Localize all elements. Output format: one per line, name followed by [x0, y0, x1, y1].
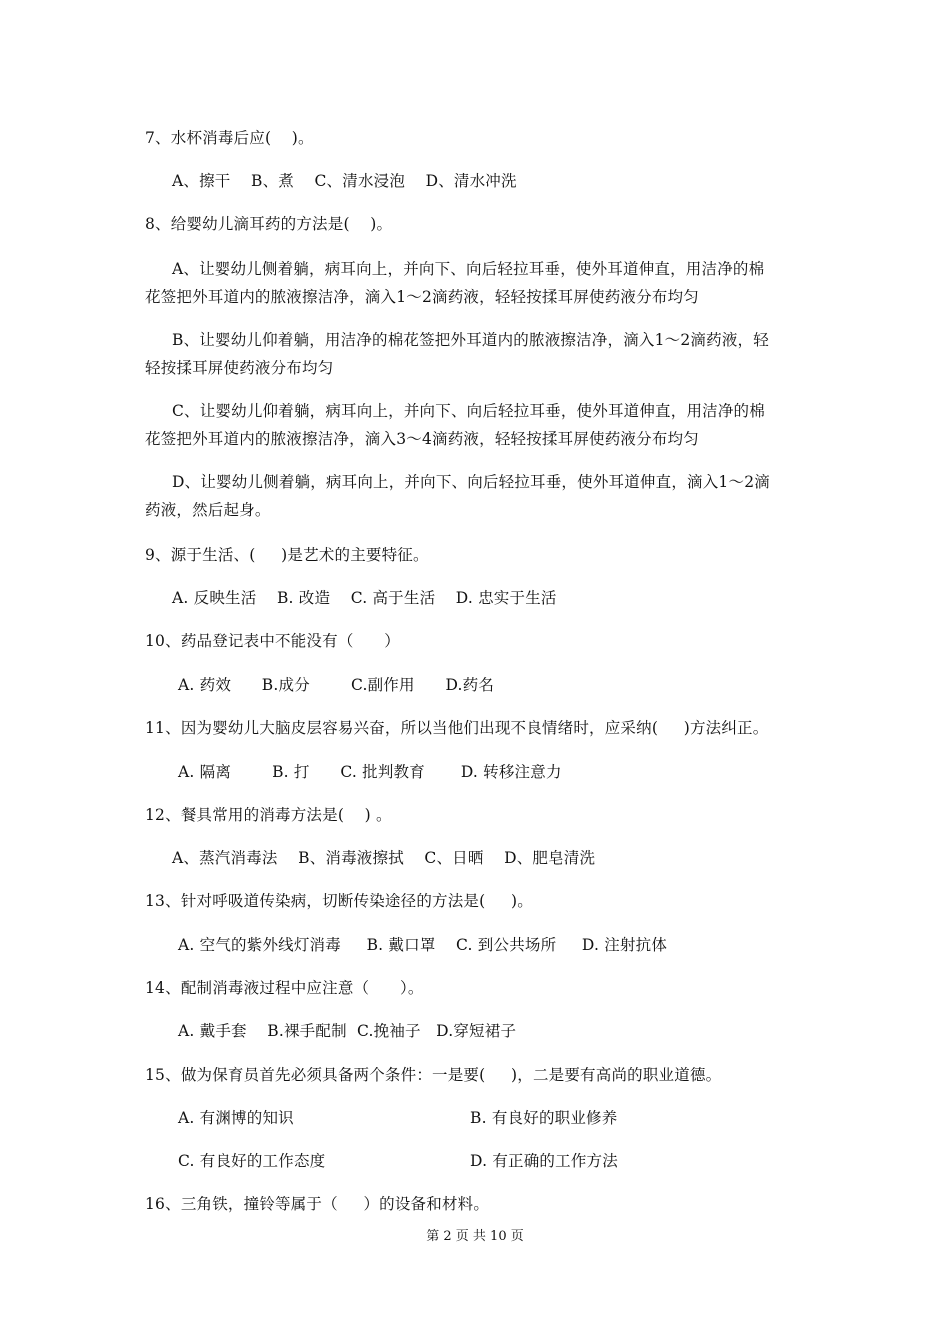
question-8-option-c-line2: 花签把外耳道内的脓液擦洁净，滴入3～4滴药液，轻轻按揉耳屏使药液分布均匀 [145, 430, 699, 448]
question-7-options: A、擦干 B、煮 C、清水浸泡 D、清水冲洗 [172, 172, 517, 190]
question-15-option-d: D. 有正确的工作方法 [470, 1152, 618, 1170]
question-12-stem: 12、餐具常用的消毒方法是( ) 。 [145, 806, 392, 824]
question-14-stem: 14、配制消毒液过程中应注意（ ）。 [145, 979, 424, 997]
question-8-option-b-line1: B、让婴幼儿仰着躺，用洁净的棉花签把外耳道内的脓液擦洁净，滴入1～2滴药液，轻 [172, 331, 769, 349]
question-16-stem: 16、三角铁，撞铃等属于（ ）的设备和材料。 [145, 1195, 490, 1213]
question-8-option-a-line1: A、让婴幼儿侧着躺，病耳向上，并向下、向后轻拉耳垂，使外耳道伸直，用洁净的棉 [172, 260, 765, 278]
question-14-options: A. 戴手套 B.裸手配制 C.挽袖子 D.穿短裙子 [178, 1022, 517, 1040]
question-8-option-d-line1: D、让婴幼儿侧着躺，病耳向上，并向下、向后轻拉耳垂，使外耳道伸直，滴入1～2滴 [172, 473, 770, 491]
page-footer: 第 2 页 共 10 页 [426, 1229, 524, 1244]
question-8-option-d-line2: 药液，然后起身。 [145, 501, 271, 519]
question-8-option-a-line2: 花签把外耳道内的脓液擦洁净，滴入1～2滴药液，轻轻按揉耳屏使药液分布均匀 [145, 288, 699, 306]
question-13-options: A. 空气的紫外线灯消毒 B. 戴口罩 C. 到公共场所 D. 注射抗体 [178, 936, 668, 954]
question-15-option-c: C. 有良好的工作态度 [178, 1152, 326, 1170]
question-11-options: A. 隔离 B. 打 C. 批判教育 D. 转移注意力 [178, 763, 562, 781]
question-10-options: A. 药效 B.成分 C.副作用 D.药名 [178, 676, 495, 694]
question-8-option-b-line2: 轻按揉耳屏使药液分布均匀 [145, 359, 334, 377]
question-8-stem: 8、给婴幼儿滴耳药的方法是( )。 [145, 215, 393, 233]
question-7-stem: 7、水杯消毒后应( )。 [145, 129, 314, 147]
question-11-stem: 11、因为婴幼儿大脑皮层容易兴奋，所以当他们出现不良情绪时，应采纳( )方法纠正。 [145, 719, 769, 737]
question-8-option-c-line1: C、让婴幼儿仰着躺，病耳向上，并向下、向后轻拉耳垂，使外耳道伸直，用洁净的棉 [172, 402, 765, 420]
question-10-stem: 10、药品登记表中不能没有（ ） [145, 632, 400, 650]
question-15-stem: 15、做为保育员首先必须具备两个条件：一是要( )，二是要有高尚的职业道德。 [145, 1066, 722, 1084]
question-12-options: A、蒸汽消毒法 B、消毒液擦拭 C、日晒 D、肥皂清洗 [172, 849, 596, 867]
question-15-option-a: A. 有渊博的知识 [178, 1109, 294, 1127]
question-13-stem: 13、针对呼吸道传染病，切断传染途径的方法是( )。 [145, 892, 533, 910]
question-9-options: A. 反映生活 B. 改造 C. 高于生活 D. 忠实于生活 [172, 589, 557, 607]
question-15-option-b: B. 有良好的职业修养 [470, 1109, 618, 1127]
question-9-stem: 9、源于生活、( )是艺术的主要特征。 [145, 546, 429, 564]
